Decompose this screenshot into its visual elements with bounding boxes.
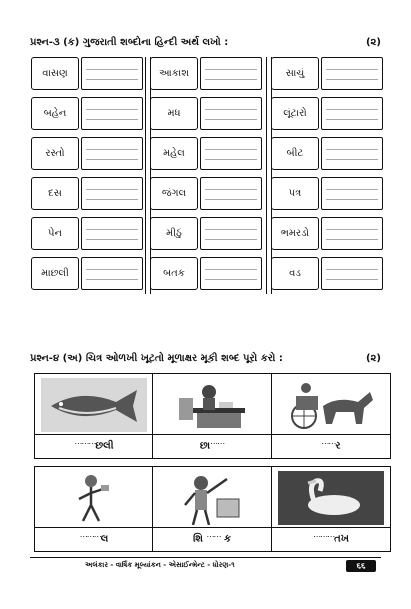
picture-card-girl: ………લ [34, 466, 154, 552]
word-box: બતક [150, 257, 198, 290]
word-box: પેન [31, 217, 79, 250]
chariot-icon [278, 378, 384, 432]
footer-text: અલંકાર - વાર્ષિક મૂલ્યાંકન - એસાઈન્મેન્ટ - ધોરણ-૧ [85, 561, 235, 569]
word-box: રસ્તો [31, 137, 79, 170]
question-3-marks: (૨) [365, 37, 381, 48]
answer-box[interactable] [81, 217, 143, 250]
answer-box[interactable] [200, 177, 262, 210]
word-box: મધ [150, 97, 198, 130]
grid-row [31, 177, 377, 210]
grid-row [31, 97, 377, 130]
answer-box[interactable] [321, 257, 383, 290]
word-box: મીઠું [150, 217, 198, 250]
girl-icon [41, 471, 147, 525]
word-fragment-2: ક [223, 533, 231, 545]
teacher-icon [159, 471, 265, 525]
word-box: આકાશ [150, 57, 198, 90]
grid-row [31, 137, 377, 170]
answer-box[interactable] [81, 137, 143, 170]
answer-box[interactable] [81, 57, 143, 90]
picture-card-chariot: ……ર [271, 373, 391, 459]
column-divider [145, 57, 151, 294]
word-fragment: છલી [95, 440, 114, 452]
picture-card-duck: ………તખ [271, 466, 391, 552]
word-fragment: તખ [334, 533, 349, 545]
student-desk-icon [159, 378, 265, 432]
word-box: બીટ [271, 137, 319, 170]
answer-box[interactable] [321, 57, 383, 90]
word-box: દસ [31, 177, 79, 210]
grid-row [31, 57, 377, 90]
footer-rule [30, 557, 381, 558]
picture-card-student: છા…… [152, 373, 272, 459]
question-4-title: પ્રશ્ન-૪ (અ) ચિત્ર ઓળખી ખૂટતો મૂળાક્ષર મૂકી શબ્દ પૂરો કરો : (૨) [30, 353, 381, 364]
picture-card-fish: ………છલી [34, 373, 154, 459]
answer-box[interactable] [200, 137, 262, 170]
grid-row [31, 257, 377, 290]
fish-icon [41, 378, 147, 432]
word-box: સાચું [271, 57, 319, 90]
answer-box[interactable] [321, 97, 383, 130]
word-fragment: શિ [192, 533, 203, 545]
duck-icon [278, 471, 384, 525]
answer-box[interactable] [200, 97, 262, 130]
page-number: ૬૬ [346, 560, 376, 572]
answer-box[interactable] [200, 257, 262, 290]
answer-box[interactable] [200, 57, 262, 90]
word-box: જંગલ [150, 177, 198, 210]
word-box: મહેલ [150, 137, 198, 170]
word-box: માછલી [31, 257, 79, 290]
grid-row [31, 217, 377, 250]
word-box: લૂંટારો [271, 97, 319, 130]
question-4-marks: (૨) [365, 353, 381, 364]
word-box: વડ [271, 257, 319, 290]
column-divider [266, 57, 272, 294]
word-box: ભમરડો [271, 217, 319, 250]
word-box: વાસણ [31, 57, 79, 90]
word-fragment: છા [199, 440, 211, 452]
picture-card-teacher: શિ …… ક [152, 466, 272, 552]
word-box: પત્ર [271, 177, 319, 210]
answer-box[interactable] [81, 257, 143, 290]
word-fragment: લ [100, 533, 109, 545]
answer-box[interactable] [321, 137, 383, 170]
word-box: બહેન [31, 97, 79, 130]
answer-box[interactable] [200, 217, 262, 250]
word-fragment: ર [335, 440, 341, 452]
answer-box[interactable] [321, 217, 383, 250]
question-3-title: પ્રશ્ન-૩ (ક) ગુજરાતી શબ્દોના હિન્દી અર્થ લખો : (૨) [30, 37, 381, 48]
answer-box[interactable] [321, 177, 383, 210]
answer-box[interactable] [81, 97, 143, 130]
answer-box[interactable] [81, 177, 143, 210]
